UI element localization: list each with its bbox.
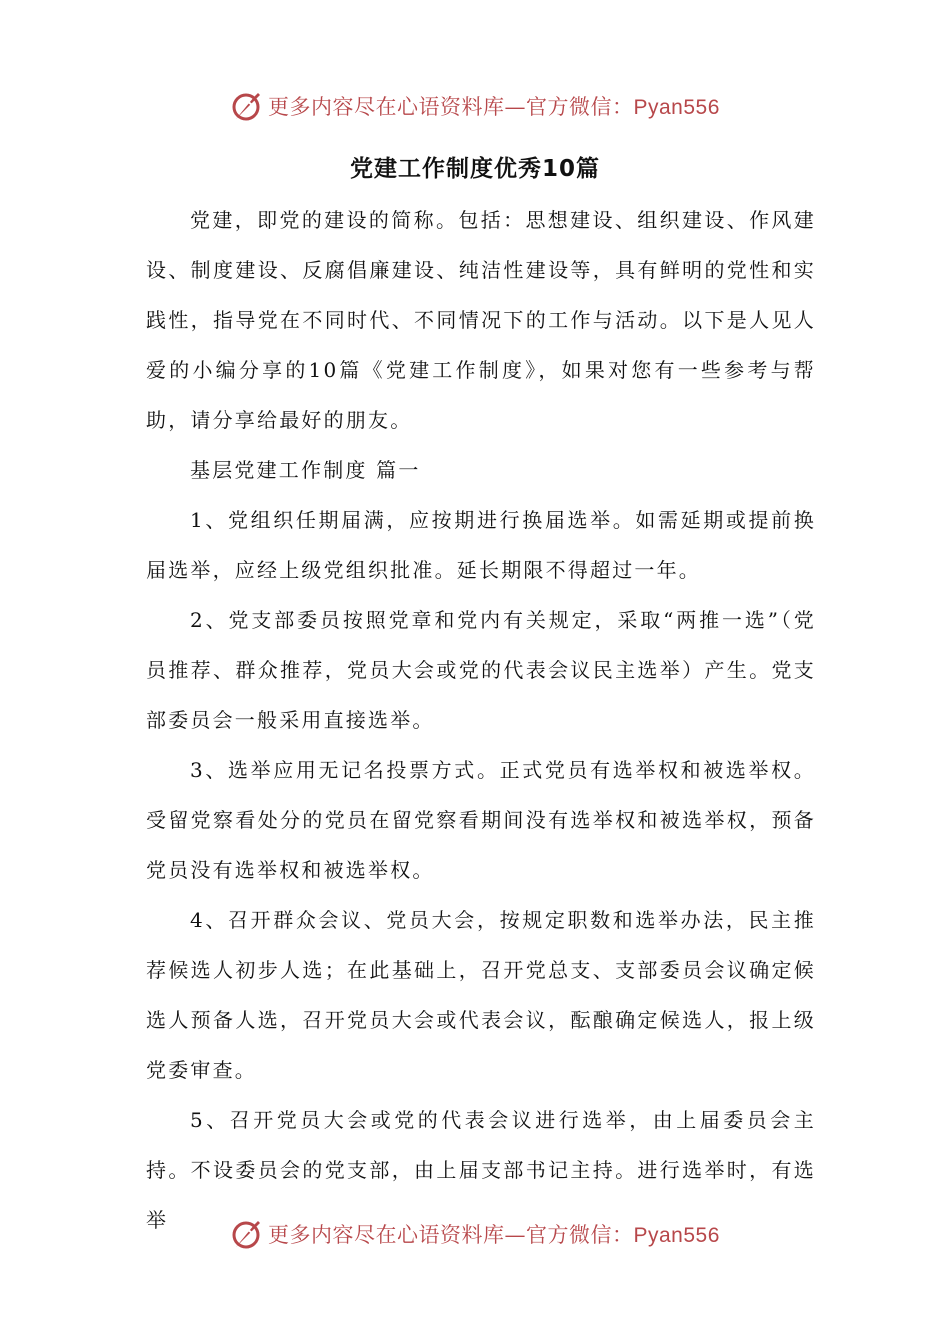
section-heading: 基层党建工作制度 篇一: [190, 458, 421, 482]
footer-watermark-banner: [0, 1208, 950, 1252]
wechat-id: Pyan556: [633, 1224, 720, 1247]
list-item: 2、党支部委员按照党章和党内有关规定，采取“两推一选”（党员推荐、群众推荐，党员大会或党的代表会议民主选举）产生。党支部委员会一般采用直接选举。: [146, 608, 816, 732]
banner-text: 更多内容尽在心语资料库—官方微信：Pyan556: [268, 1223, 720, 1247]
list-item: 1、党组织任期届满，应按期进行换届选举。如需延期或提前换届选举，应经上级党组织批准。延长期限不得超过一年。: [146, 508, 816, 582]
document-body: [146, 195, 816, 1245]
pen-logo-icon: [230, 1217, 264, 1251]
wechat-id: Pyan556: [633, 96, 720, 119]
header-watermark-banner: [0, 80, 950, 124]
intro-paragraph: 党建，即党的建设的简称。包括：思想建设、组织建设、作风建设、制度建设、反腐倡廉建设、纯洁性建设等，具有鲜明的党性和实践性，指导党在不同时代、不同情况下的工作与活动。以下是人见人爱的小编分享的10篇《党建工作制度》，如果对您有一些参考与帮助，请分享给最好的朋友。: [146, 208, 816, 432]
document-title: 党建工作制度优秀10篇: [349, 156, 600, 182]
list-item: 5、召开党员大会或党的代表会议进行选举，由上届委员会主持。不设委员会的党支部，由上届支部书记主持。进行选举时，有选举: [146, 1108, 816, 1232]
list-item: 3、选举应用无记名投票方式。正式党员有选举权和被选举权。受留党察看处分的党员在留党察看期间没有选举权和被选举权，预备党员没有选举权和被选举权。: [146, 758, 816, 882]
pen-logo-icon: [230, 89, 264, 123]
banner-text: 更多内容尽在心语资料库—官方微信：Pyan556: [268, 95, 720, 119]
list-item: 4、召开群众会议、党员大会，按规定职数和选举办法，民主推荐候选人初步人选；在此基础上，召开党总支、支部委员会议确定候选人预备人选，召开党员大会或代表会议，酝酿确定候选人，报上级党委审查。: [146, 908, 816, 1082]
